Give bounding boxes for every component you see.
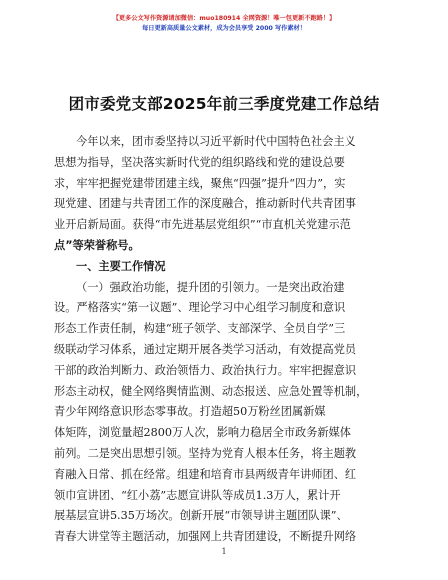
intro-line: 今年以来，团市委坚持以习近平新时代中国特色社会主义 <box>76 135 356 148</box>
section-line: 形态主动权，健全网络舆情监测、动态报送、应急处置等机制， <box>54 384 368 398</box>
section-line: 级联动学习体系，通过定期开展各类学习活动，有效提高党员 <box>54 342 357 356</box>
intro-line: 思想为指导，坚决落实新时代党的组织路线和党的建设总要 <box>54 155 345 169</box>
section-line: （一）强政治功能，提升团的引领力。一是突出政治建 <box>76 280 345 294</box>
section-line: 设。严格落实“第一议题”、理论学习中心组学习制度和意识 <box>54 301 346 315</box>
intro-line: 业开启新局面。获得“市先进基层党组织”“市直机关党建示范 <box>54 218 351 232</box>
section-line: 干部的政治判断力、政治领悟力、政治执行力。牢牢把握意识 <box>54 363 357 377</box>
page-number: 1 <box>221 547 227 556</box>
document-title: 团市委党支部2025年前三季度党建工作总结 <box>68 95 380 113</box>
section-line: 青春大讲堂等主题活动，加强网上共青团建设，不断提升网络 <box>54 530 357 544</box>
promo-banner-red: 【更多公文写作资源请加微信：muo180914 全网资源！唯一包更新不跑路！】 <box>112 15 336 22</box>
section-line: 形态工作责任制，构建“班子领学、支部深学、全员自学”三 <box>54 322 346 336</box>
section-line: 展基层宣讲5.35万场次。创新开展“市领导讲主题团队课”、 <box>54 509 348 523</box>
intro-line: 求，牢牢把握党建带团建主线，聚焦“四强”提升“四力”，实 <box>54 176 346 190</box>
document-body <box>54 132 394 548</box>
section-line: 青少年网络意识形态零事故。打造超50万粉丝团属新媒 <box>54 405 326 419</box>
section-line: 育融入日常、抓在经常。组建和培育市县两级青年讲师团、红 <box>54 467 357 481</box>
section-line: 前列。二是突出思想引领。坚持为党育人根本任务，将主题教 <box>54 446 357 460</box>
intro-line: 点”等荣誉称号。 <box>54 238 140 252</box>
section-heading: 一、主要工作情况 <box>76 259 166 273</box>
intro-line: 现党建、团建与共青团工作的深度融合，推动新时代共青团事 <box>54 197 357 211</box>
section-line: 体矩阵，浏览量超2800万人次，影响力稳居全市政务新媒体 <box>54 426 351 440</box>
promo-banner-blue: 每日更新高质量公文素材，成为会员享受 2000 写作素材！ <box>142 25 306 32</box>
section-line: 领巾宣讲团、“红小荔”志愿宣讲队等成员1.3万人，累计开 <box>54 488 341 502</box>
